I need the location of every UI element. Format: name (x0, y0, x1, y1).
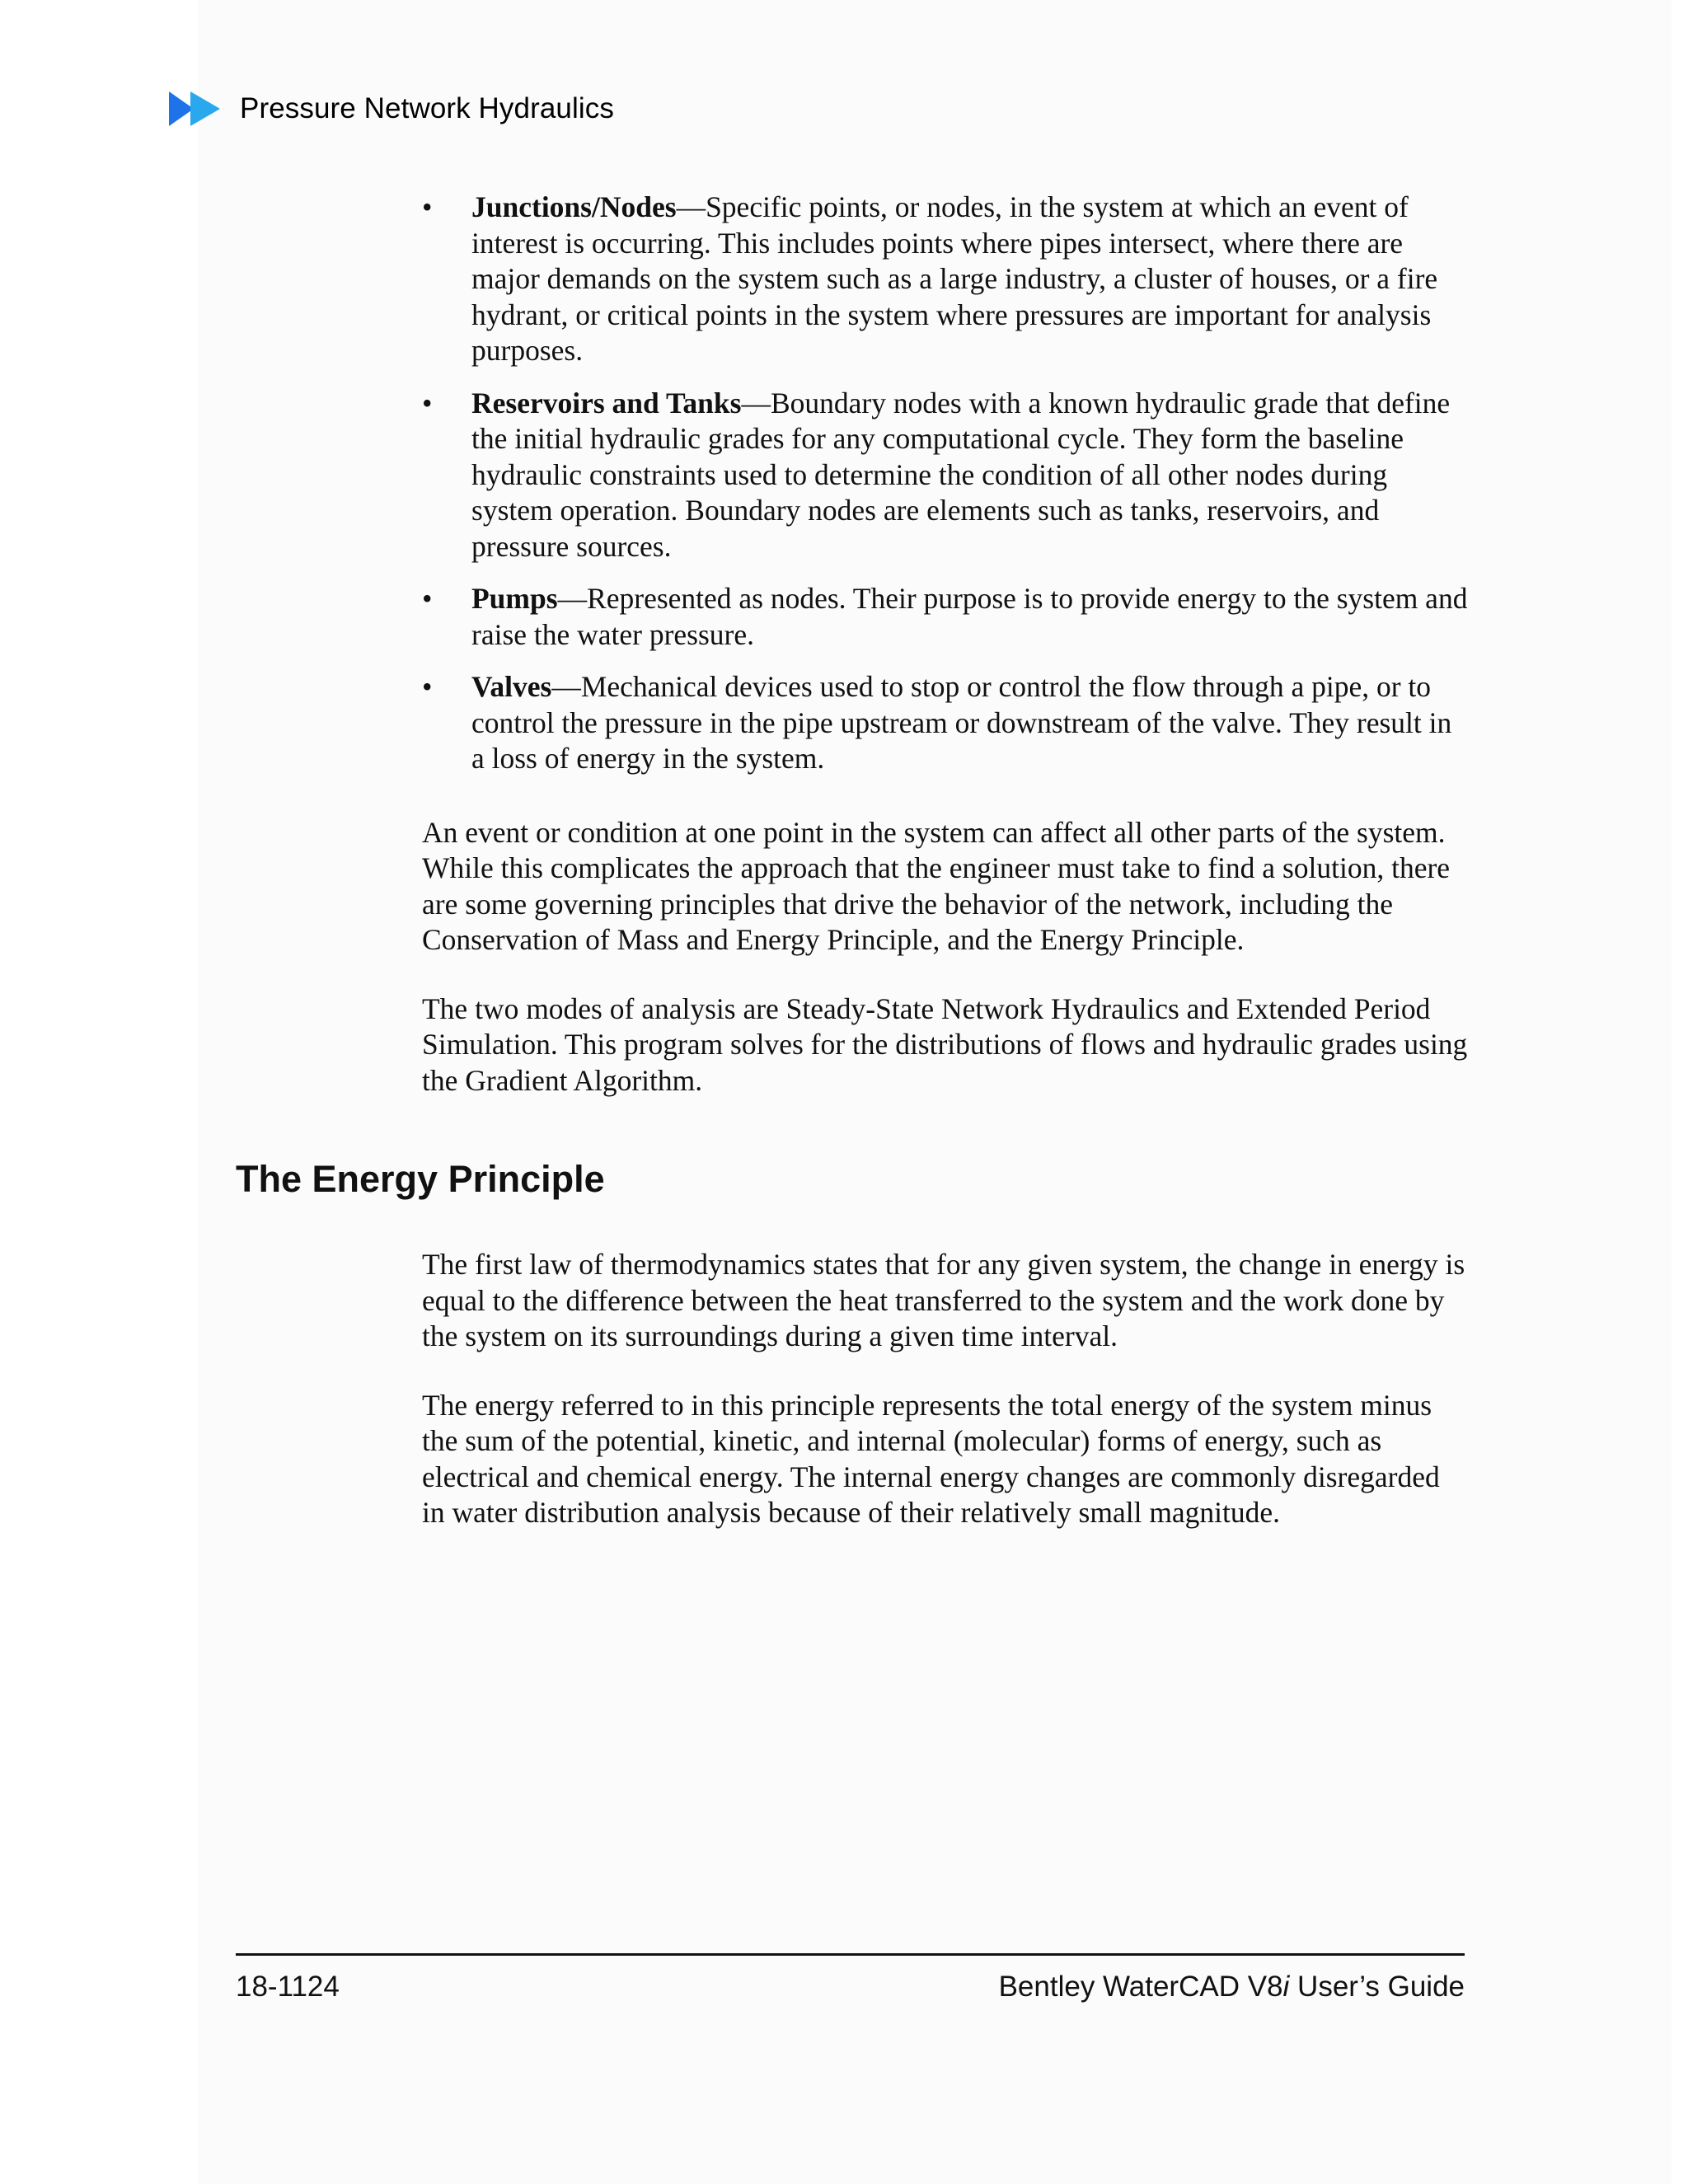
list-item-text: —Represented as nodes. Their purpose is to provide energy to the system and raise the water pressure. (471, 582, 1468, 651)
body-content (422, 190, 1469, 1099)
bullet-icon: • (422, 670, 433, 703)
guide-title-suffix: User’s Guide (1289, 1971, 1465, 2003)
page-margin-right (1672, 0, 1688, 2184)
guide-title-prefix: Bentley WaterCAD V8 (998, 1971, 1283, 2003)
list-item-junctions (422, 190, 1469, 369)
list-item-reservoirs (422, 386, 1469, 565)
section-body (422, 1247, 1469, 1531)
list-item-pumps (422, 581, 1469, 653)
list-item-term: Reservoirs and Tanks (471, 386, 742, 419)
header-title: Pressure Network Hydraulics (240, 92, 614, 124)
running-header (169, 86, 614, 132)
bullet-icon: • (422, 190, 433, 223)
section-heading: The Energy Principle (236, 1158, 605, 1200)
double-chevron-right-icon (169, 90, 223, 128)
list-item-term: Valves (471, 670, 552, 703)
footer-divider (236, 1953, 1465, 1956)
guide-title-italic: i (1282, 1971, 1290, 2003)
page-number: 18-1124 (236, 1971, 340, 2003)
bullet-icon: • (422, 582, 433, 615)
list-item-term: Junctions/Nodes (471, 190, 677, 223)
bullet-icon: • (422, 386, 433, 419)
list-item-valves (422, 669, 1469, 777)
paragraph-first-law: The first law of thermodynamics states that for any given system, the change in energy is equal to the difference between the heat transferred to the system and the work done by the system on its surroundings during a given time interval. (422, 1248, 1465, 1352)
list-item-text: —Boundary nodes with a known hydraulic grade that define the initial hydraulic grades for any computational cycle. They form the baseline hydraulic constraints used to determine the condition of all other nodes during system operation. Boundary nodes are elements such as tanks, reservoirs, and pressure sources. (471, 386, 1451, 563)
paragraph-energy-definition: The energy referred to in this principle represents the total energy of the system minus the sum of the potential, kinetic, and internal (molecular) forms of energy, such as electrical and chemical energy. The internal energy changes are commonly disregarded in water distribution analysis because of their relatively small magnitude. (422, 1388, 1440, 1529)
list-item-term: Pumps (471, 582, 558, 615)
element-type-list (422, 190, 1469, 777)
list-item-text: —Specific points, or nodes, in the system at which an event of interest is occurring. This includes points where pipes intersect, where there are major demands on the system such as a large industry, a cluster of houses, or a fire hydrant, or critical points in the system where pressures are important for analysis purposes. (471, 190, 1438, 367)
guide-title (999, 1971, 1465, 2004)
list-item-text: —Mechanical devices used to stop or control the flow through a pipe, or to control the pressure in the pipe upstream or downstream of the valve. They result in a loss of energy in the system. (471, 670, 1452, 775)
page-margin-left (0, 0, 198, 2184)
paragraph-system-events: An event or condition at one point in the system can affect all other parts of the system. While this complicates the approach that the engineer must take to find a solution, there are some governing principles that drive the behavior of the network, including the Conservation of Mass and Energy Principle, and the Energy Principle. (422, 815, 1451, 956)
paragraph-analysis-modes: The two modes of analysis are Steady-State Network Hydraulics and Extended Period Simulation. This program solves for the distributions of flows and hydraulic grades using the Gradient Algorithm. (422, 991, 1468, 1097)
